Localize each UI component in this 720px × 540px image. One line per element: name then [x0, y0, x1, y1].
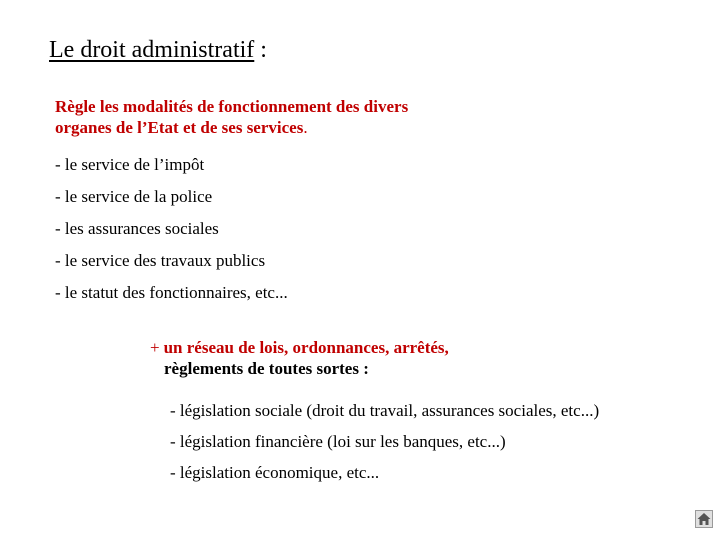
services-list: [55, 154, 288, 314]
definition: [55, 96, 408, 138]
definition-line-1: Règle les modalités de fonctionnement des divers: [55, 97, 409, 116]
slide-title-suffix: :: [254, 37, 267, 63]
home-nav-button[interactable]: [695, 510, 713, 528]
list-item: - les assurances sociales: [55, 219, 219, 238]
slide-title-main: Le droit administratif: [49, 37, 255, 63]
slide-title: [49, 37, 267, 64]
definition-end: .: [303, 118, 308, 137]
legislation-list: [170, 400, 599, 493]
definition-line-2: organes de l’Etat et de ses services: [55, 118, 304, 137]
network-line-1: un réseau de lois, ordonnances, arrêtés,: [163, 338, 449, 357]
list-item: - le statut des fonctionnaires, etc...: [55, 283, 288, 302]
list-item: - le service des travaux publics: [55, 251, 266, 270]
network-line-2: règlements de toutes sortes :: [164, 359, 369, 378]
list-item: - législation financière (loi sur les banques, etc...): [170, 432, 506, 451]
plus-sign: +: [150, 338, 160, 357]
list-item: - le service de l’impôt: [55, 155, 205, 174]
list-item: - législation économique, etc...: [170, 463, 380, 482]
list-item: - législation sociale (droit du travail, assurances sociales, etc...): [170, 401, 600, 420]
home-icon: [696, 511, 712, 527]
list-item: - le service de la police: [55, 187, 213, 206]
network-heading: [150, 337, 449, 379]
